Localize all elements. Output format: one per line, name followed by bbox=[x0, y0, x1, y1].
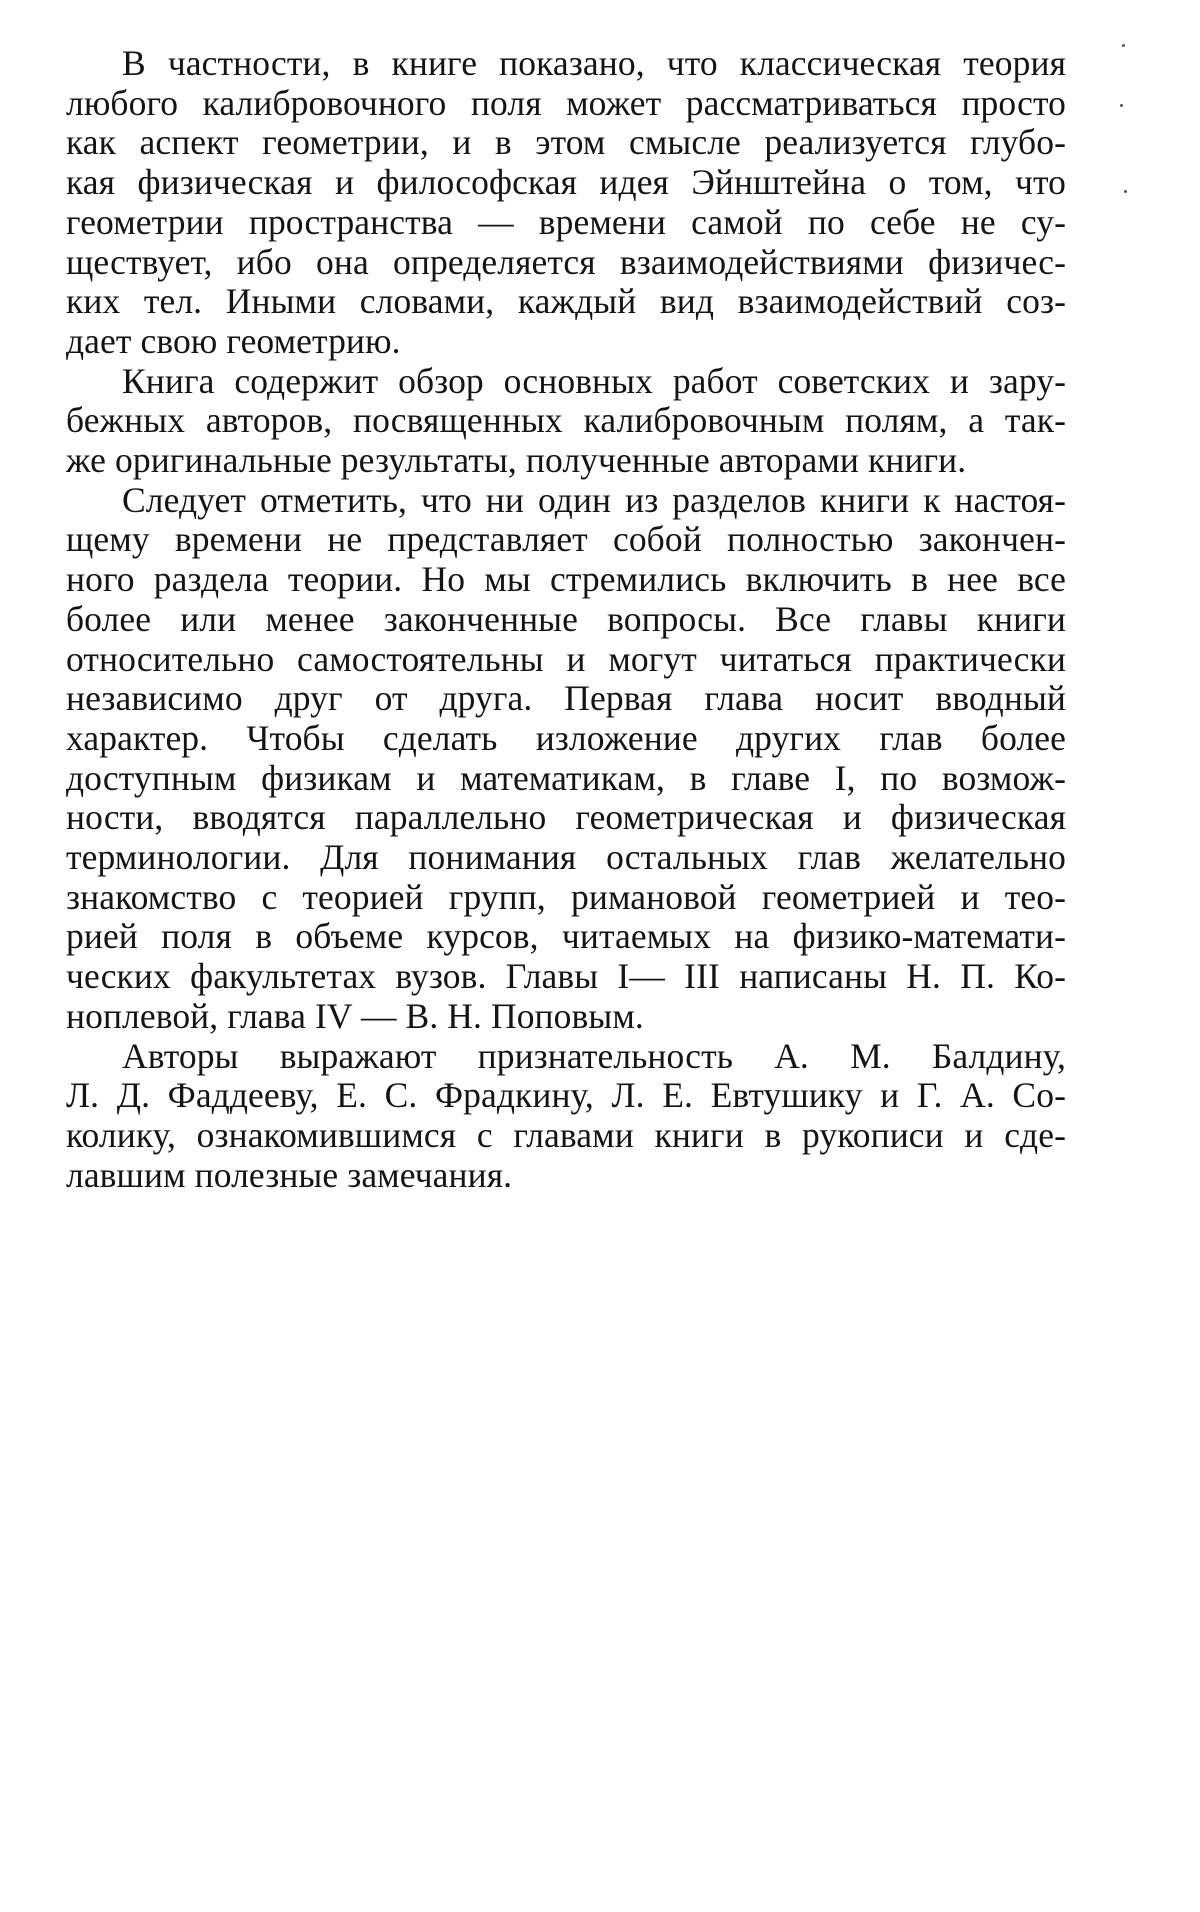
text-line: щему времени не представляет собой полностью закончен- bbox=[66, 519, 1066, 560]
text-line: относительно самостоятельны и могут читаться практически bbox=[66, 638, 1066, 679]
text-line: ного раздела теории. Но мы стремились включить в нее все bbox=[66, 559, 1066, 600]
text-line: ких тел. Иными словами, каждый вид взаимодействий соз- bbox=[66, 281, 1066, 322]
text-line: ности, вводятся параллельно геометрическая и физическая bbox=[66, 797, 1066, 838]
text-line: кая физическая и философская идея Эйнштейна о том, что bbox=[66, 162, 1066, 203]
text-line: ческих факультетах вузов. Главы I— III написаны Н. П. Ко- bbox=[66, 956, 1066, 997]
text-line: бежных авторов, посвященных калибровочным полям, а так- bbox=[66, 400, 1066, 441]
text-line: ществует, ибо она определяется взаимодействиями физичес- bbox=[66, 241, 1066, 282]
text-line: лавшим полезные замечания. bbox=[66, 1154, 513, 1195]
text-line: дает свою геометрию. bbox=[66, 320, 401, 361]
text-line: как аспект геометрии, и в этом смысле реализуется глубо- bbox=[66, 122, 1066, 163]
text-line: Л. Д. Фаддееву, Е. С. Фрадкину, Л. Е. Евтушику и Г. А. Со- bbox=[66, 1075, 1066, 1116]
scan-speck bbox=[1122, 44, 1125, 47]
paragraph-4 bbox=[66, 1037, 1066, 1196]
text-line: же оригинальные результаты, полученные авторами книги. bbox=[66, 440, 967, 481]
text-line: терминологии. Для понимания остальных глав желательно bbox=[66, 837, 1066, 878]
text-line: независимо друг от друга. Первая глава носит вводный bbox=[66, 678, 1066, 719]
scan-specks bbox=[1118, 0, 1138, 400]
text-line: В частности, в книге показано, что классическая теория bbox=[122, 43, 1066, 83]
text-line: Следует отметить, что ни один из разделов книги к настоя- bbox=[122, 479, 1066, 520]
text-line: любого калибровочного поля может рассматриваться просто bbox=[66, 82, 1066, 123]
text-line: Авторы выражают признательность А. М. Балдину, bbox=[122, 1035, 1066, 1076]
scan-speck bbox=[1124, 190, 1127, 193]
text-line: ноплевой, глава IV — В. Н. Поповым. bbox=[66, 995, 644, 1036]
text-line: знакомство с теорией групп, римановой геометрией и тео- bbox=[66, 876, 1066, 917]
paragraph-1 bbox=[66, 44, 1066, 362]
text-line: колику, ознакомившимся с главами книги в рукописи и сде- bbox=[66, 1114, 1066, 1155]
text-line: доступным физикам и математикам, в главе I, по возмож- bbox=[66, 757, 1066, 798]
text-line: геометрии пространства — времени самой по себе не су- bbox=[66, 201, 1066, 242]
paragraph-2 bbox=[66, 362, 1066, 481]
text-line: более или менее законченные вопросы. Все главы книги bbox=[66, 598, 1066, 639]
page-text bbox=[66, 44, 1066, 1195]
text-line: Книга содержит обзор основных работ советских и зару- bbox=[122, 360, 1066, 401]
scan-speck bbox=[1120, 104, 1123, 107]
paragraph-3 bbox=[66, 481, 1066, 1037]
text-line: рией поля в объеме курсов, читаемых на физико-математи- bbox=[66, 916, 1066, 957]
text-line: характер. Чтобы сделать изложение других глав более bbox=[66, 717, 1066, 758]
